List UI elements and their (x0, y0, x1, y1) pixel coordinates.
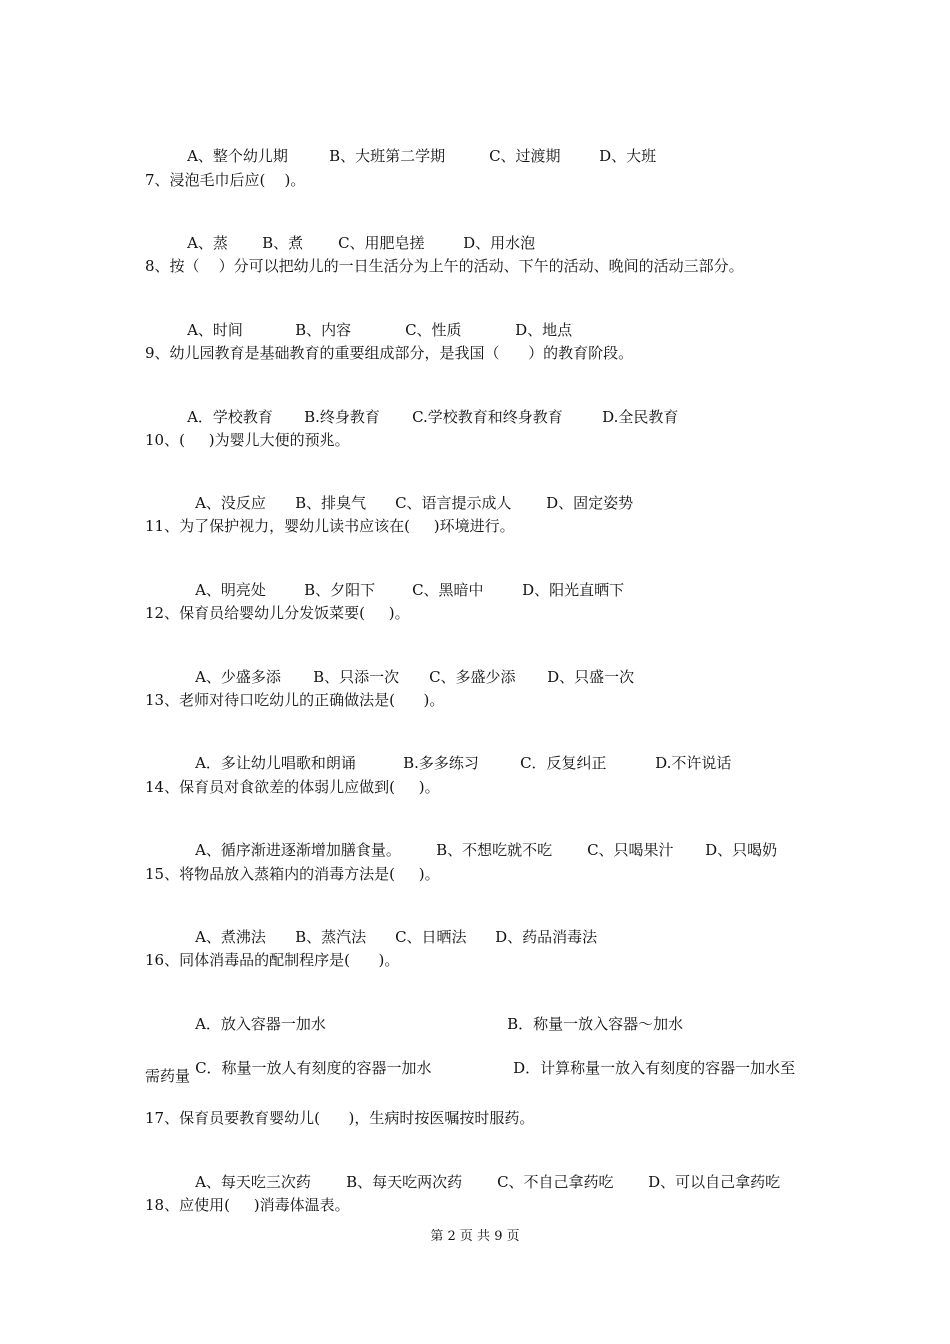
option-a: A、循序渐进逐渐增加膳食量。 (195, 841, 401, 859)
question-18: 18、应使用( )消毒体温表。 (145, 1196, 350, 1214)
option-c: C．反复纠正 (520, 754, 607, 772)
question-16: 16、同体消毒品的配制程序是( )。 (145, 951, 400, 969)
option-c: C、不自己拿药吃 (497, 1173, 614, 1191)
option-d: D、大班 (599, 147, 657, 165)
question-10: 10、( )为婴儿大便的预兆。 (145, 431, 350, 449)
option-c: C、只喝果汁 (587, 841, 674, 859)
option-a: A．放入容器一加水 (195, 1015, 326, 1033)
option-b: B、大班第二学期 (329, 147, 446, 165)
option-c: C．称量一放人有刻度的容器一加水 (195, 1059, 432, 1077)
question-17: 17、保育员要教育婴幼儿( )，生病时按医嘱按时服药。 (145, 1109, 535, 1127)
option-b: B、蒸汽法 (295, 928, 367, 946)
option-c: C、黑暗中 (412, 581, 484, 599)
option-b: B.多多练习 (403, 754, 479, 772)
option-d: D、用水泡 (463, 234, 536, 252)
option-a: A、明亮处 (195, 581, 266, 599)
question-12: 12、保育员给婴幼儿分发饭菜要( )。 (145, 604, 410, 622)
option-d: D.全民教育 (602, 408, 679, 426)
option-b: B、排臭气 (295, 494, 367, 512)
option-b: B、煮 (262, 234, 304, 252)
option-a: A、少盛多添 (195, 668, 281, 686)
option-a: A．学校教育 (187, 408, 273, 426)
option-d: D、只喝奶 (705, 841, 778, 859)
option-c: C、语言提示成人 (395, 494, 512, 512)
option-d: D、固定姿势 (546, 494, 634, 512)
option-a: A．多让幼儿唱歌和朗诵 (195, 754, 356, 772)
question-11: 11、为了保护视力，婴幼儿读书应该在( )环境进行。 (145, 517, 515, 535)
option-c: C、日晒法 (395, 928, 467, 946)
option-a: A、蒸 (187, 234, 228, 252)
option-d: D、只盛一次 (547, 668, 635, 686)
option-a: A、时间 (187, 321, 243, 339)
options-row (176, 1038, 795, 1098)
question-9: 9、幼儿园教育是基础教育的重要组成部分，是我国（ ）的教育阶段。 (145, 344, 634, 362)
option-c: C、性质 (405, 321, 462, 339)
option-d: D、阳光直晒下 (522, 581, 625, 599)
option-a: A、煮沸法 (195, 928, 266, 946)
option-d: D、可以自己拿药吃 (648, 1173, 781, 1191)
option-a: A、每天吃三次药 (195, 1173, 311, 1191)
option-b: B、每天吃两次药 (346, 1173, 463, 1191)
option-b: B、夕阳下 (304, 581, 376, 599)
page-number-footer: 第 2 页 共 9 页 (430, 1229, 520, 1244)
option-d: D．计算称量一放入有刻度的容器一加水至 (513, 1059, 796, 1077)
option-b: B．称量一放入容器～加水 (507, 1015, 684, 1033)
option-d: D、地点 (515, 321, 573, 339)
option-d-continuation: 需药量 (145, 1067, 191, 1085)
option-b: B.终身教育 (304, 408, 380, 426)
option-c: C、用肥皂搓 (338, 234, 425, 252)
option-a: A、整个幼儿期 (187, 147, 288, 165)
question-8: 8、按（ ）分可以把幼儿的一日生活分为上午的活动、下午的活动、晚间的活动三部分。 (145, 257, 744, 275)
option-b: B、只添一次 (313, 668, 400, 686)
question-15: 15、将物品放入蒸箱内的消毒方法是( )。 (145, 865, 440, 883)
option-b: B、内容 (295, 321, 352, 339)
option-d: D、药品消毒法 (495, 928, 598, 946)
option-c: C、多盛少添 (429, 668, 516, 686)
option-a: A、没反应 (195, 494, 266, 512)
question-14: 14、保育员对食欲差的体弱儿应做到( )。 (145, 778, 440, 796)
option-c: C、过渡期 (489, 147, 561, 165)
option-d: D.不许说话 (655, 754, 732, 772)
option-c: C.学校教育和终身教育 (412, 408, 563, 426)
question-7: 7、浸泡毛巾后应( )。 (145, 171, 306, 189)
option-b: B、不想吃就不吃 (436, 841, 553, 859)
question-13: 13、老师对待口吃幼儿的正确做法是( )。 (145, 691, 445, 709)
